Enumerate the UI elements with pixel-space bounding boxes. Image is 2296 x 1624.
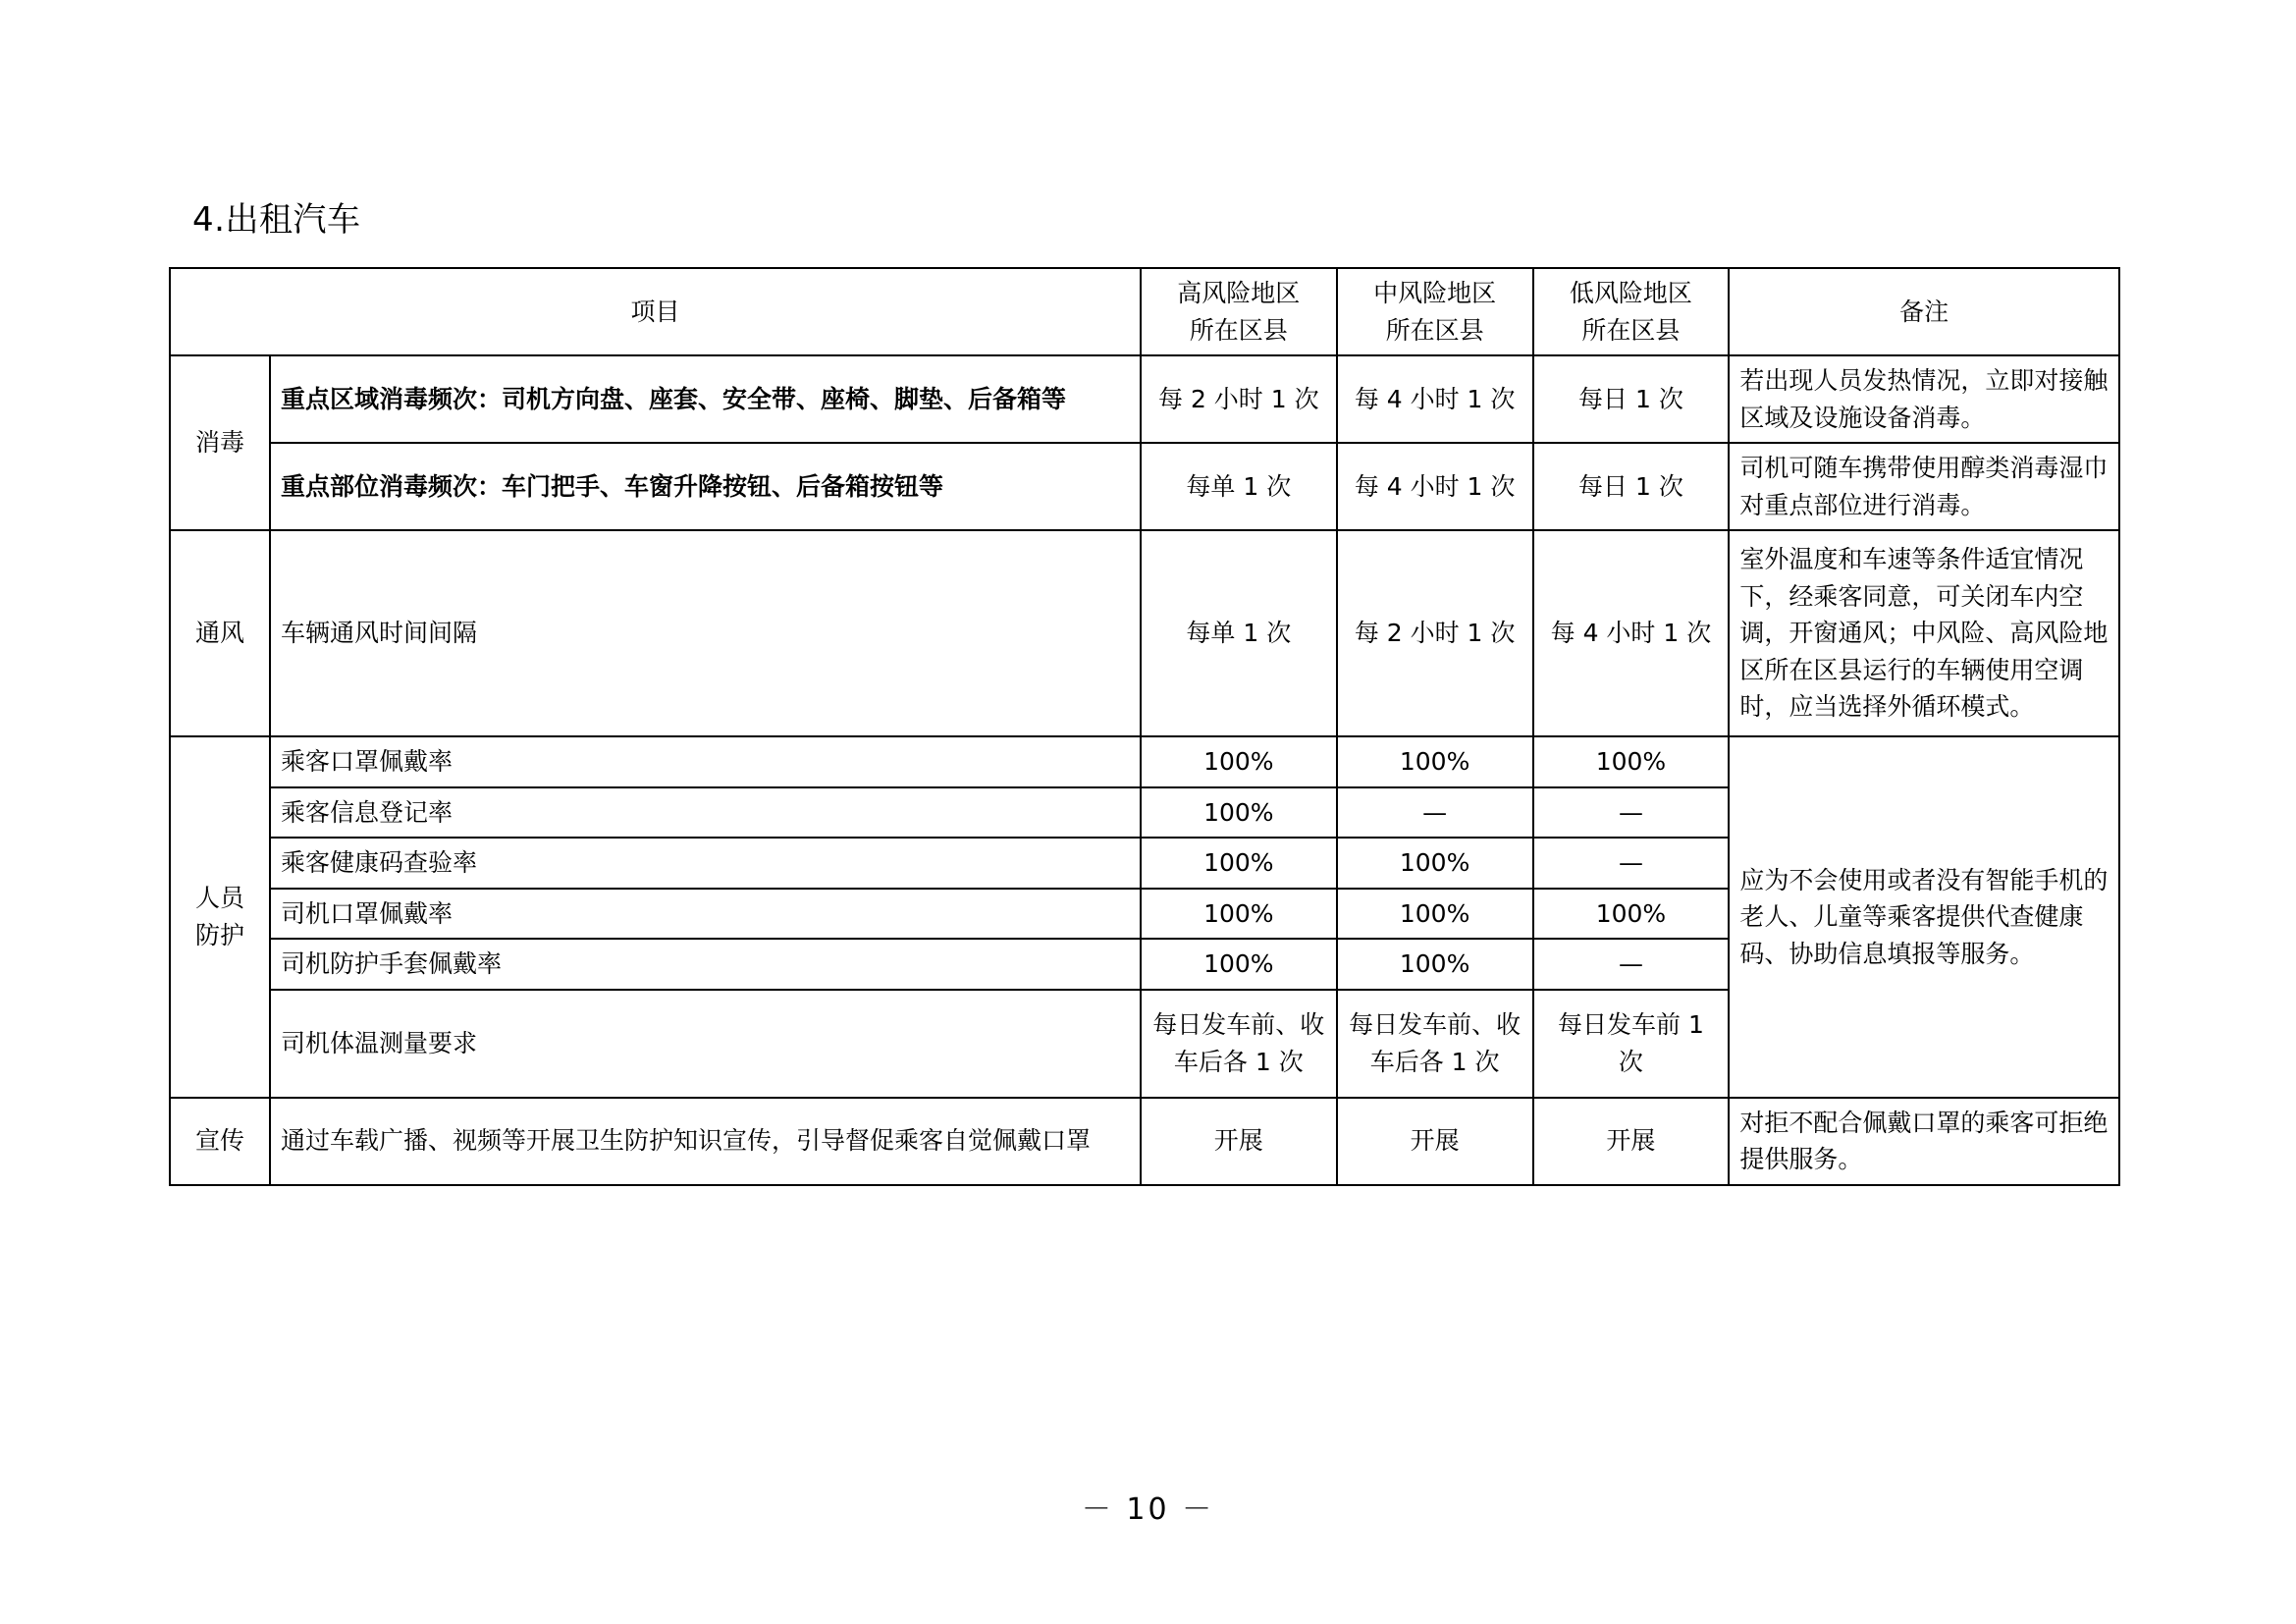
value-mid: 开展 bbox=[1337, 1098, 1533, 1185]
value-mid: 100% bbox=[1337, 939, 1533, 990]
category-personal-protection bbox=[170, 736, 270, 1098]
header-mid-risk-line2: 所在区县 bbox=[1385, 315, 1484, 345]
category-personal-protection-line2: 防护 bbox=[194, 920, 244, 949]
page-title: 4.出租汽车 bbox=[192, 200, 361, 240]
value-high: 每 2 小时 1 次 bbox=[1141, 355, 1337, 443]
value-high: 100% bbox=[1141, 838, 1337, 889]
value-low: — bbox=[1533, 939, 1730, 990]
value-high: 每日发车前、收车后各 1 次 bbox=[1141, 990, 1337, 1098]
value-low: 每日 1 次 bbox=[1533, 443, 1730, 530]
header-high-risk bbox=[1141, 268, 1337, 355]
item-label-rest: 车门把手、车窗升降按钮、后备箱按钮等 bbox=[501, 471, 943, 501]
table-row bbox=[170, 736, 2119, 787]
value-mid: — bbox=[1337, 787, 1533, 839]
table-row bbox=[170, 443, 2119, 530]
header-low-risk-line2: 所在区县 bbox=[1581, 315, 1681, 345]
item-label-emphasis: 重点部位消毒频次： bbox=[280, 471, 502, 501]
remark-cell: 室外温度和车速等条件适宜情况下，经乘客同意，可关闭车内空调，开窗通风；中风险、高风险地区所在区县运行的车辆使用空调时，应当选择外循环模式。 bbox=[1729, 530, 2119, 736]
value-mid: 100% bbox=[1337, 889, 1533, 940]
item-label bbox=[270, 443, 1141, 530]
header-low-risk-line1: 低风险地区 bbox=[1569, 279, 1692, 307]
value-high: 100% bbox=[1141, 939, 1337, 990]
value-low: 每 4 小时 1 次 bbox=[1533, 530, 1730, 736]
item-label: 司机口罩佩戴率 bbox=[270, 889, 1141, 940]
header-high-risk-line1: 高风险地区 bbox=[1177, 279, 1301, 307]
value-mid: 100% bbox=[1337, 838, 1533, 889]
value-high: 开展 bbox=[1141, 1098, 1337, 1185]
item-label bbox=[270, 355, 1141, 443]
header-item: 项目 bbox=[170, 268, 1141, 355]
value-low: 100% bbox=[1533, 736, 1730, 787]
category-personal-protection-line1: 人员 bbox=[194, 884, 244, 913]
table-row bbox=[170, 1098, 2119, 1185]
value-low: — bbox=[1533, 787, 1730, 839]
item-label: 乘客健康码查验率 bbox=[270, 838, 1141, 889]
remark-cell: 对拒不配合佩戴口罩的乘客可拒绝提供服务。 bbox=[1729, 1098, 2119, 1185]
value-high: 100% bbox=[1141, 889, 1337, 940]
header-remark: 备注 bbox=[1729, 268, 2119, 355]
category-disinfection: 消毒 bbox=[170, 355, 270, 530]
remark-cell: 若出现人员发热情况，立即对接触区域及设施设备消毒。 bbox=[1729, 355, 2119, 443]
value-mid: 每 4 小时 1 次 bbox=[1337, 443, 1533, 530]
header-high-risk-line2: 所在区县 bbox=[1189, 315, 1288, 345]
value-mid: 每 4 小时 1 次 bbox=[1337, 355, 1533, 443]
table-row bbox=[170, 530, 2119, 736]
item-label: 司机防护手套佩戴率 bbox=[270, 939, 1141, 990]
value-mid: 每 2 小时 1 次 bbox=[1337, 530, 1533, 736]
value-high: 每单 1 次 bbox=[1141, 530, 1337, 736]
item-label: 乘客信息登记率 bbox=[270, 787, 1141, 839]
header-mid-risk bbox=[1337, 268, 1533, 355]
table-row bbox=[170, 355, 2119, 443]
value-low: 100% bbox=[1533, 889, 1730, 940]
item-label: 通过车载广播、视频等开展卫生防护知识宣传，引导督促乘客自觉佩戴口罩 bbox=[270, 1098, 1141, 1185]
remark-cell: 应为不会使用或者没有智能手机的老人、儿童等乘客提供代查健康码、协助信息填报等服务。 bbox=[1729, 736, 2119, 1098]
value-low: 每日发车前 1 次 bbox=[1533, 990, 1730, 1098]
item-label: 司机体温测量要求 bbox=[270, 990, 1141, 1098]
item-label: 乘客口罩佩戴率 bbox=[270, 736, 1141, 787]
taxi-epidemic-measures-table bbox=[169, 267, 2120, 1186]
table-header-row bbox=[170, 268, 2119, 355]
value-mid: 100% bbox=[1337, 736, 1533, 787]
value-high: 100% bbox=[1141, 736, 1337, 787]
value-low: — bbox=[1533, 838, 1730, 889]
category-ventilation: 通风 bbox=[170, 530, 270, 736]
value-high: 100% bbox=[1141, 787, 1337, 839]
value-high: 每单 1 次 bbox=[1141, 443, 1337, 530]
header-mid-risk-line1: 中风险地区 bbox=[1373, 279, 1497, 307]
value-mid: 每日发车前、收车后各 1 次 bbox=[1337, 990, 1533, 1098]
item-label-emphasis: 重点区域消毒频次： bbox=[280, 384, 502, 413]
item-label: 车辆通风时间间隔 bbox=[270, 530, 1141, 736]
item-label-rest: 司机方向盘、座套、安全带、座椅、脚垫、后备箱等 bbox=[501, 384, 1066, 413]
remark-cell: 司机可随车携带使用醇类消毒湿巾对重点部位进行消毒。 bbox=[1729, 443, 2119, 530]
header-low-risk bbox=[1533, 268, 1730, 355]
category-publicity: 宣传 bbox=[170, 1098, 270, 1185]
page-number: － 10 － bbox=[1081, 1492, 1215, 1527]
value-low: 开展 bbox=[1533, 1098, 1730, 1185]
value-low: 每日 1 次 bbox=[1533, 355, 1730, 443]
